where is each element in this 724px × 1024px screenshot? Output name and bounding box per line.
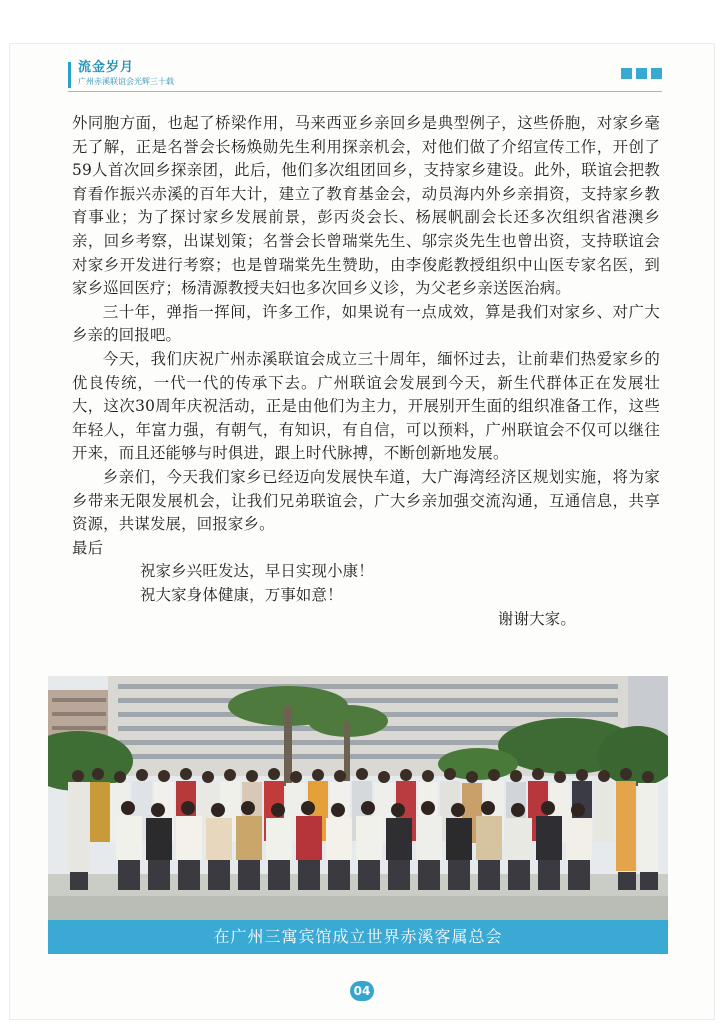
running-header [68, 60, 662, 90]
header-divider [68, 91, 662, 92]
header-accent-bar [68, 62, 71, 88]
group-photo [48, 676, 668, 920]
paragraph-4: 乡亲们，今天我们家乡已经迈向发展快车道，大广海湾经济区规划实施，将为家乡带来无限发展机会，让我们兄弟联谊会，广大乡亲加强交流沟通，互通信息，共享资源，共谋发展，回报家乡。 [72, 467, 660, 534]
group-photo-image [48, 676, 668, 920]
header-squares-icon [621, 68, 662, 79]
photo-caption: 在广州三寓宾馆成立世界赤溪客属总会 [213, 927, 503, 946]
paragraph-3: 今天，我们庆祝广州赤溪联谊会成立三十周年，缅怀过去，让前辈们热爱家乡的优良传统，一代一代的传承下去。广州联谊会发展到今天，新生代群体正在发展壮大，这次30周年庆祝活动，正是由他们为主力，开展别开生面的组织准备工作，这些年轻人，年富力强，有朝气，有知识，有自信，可以预料，广州联谊会不仅可以继往开来，而且还能够与时俱进，跟上时代脉搏，不断创新地发展。 [72, 349, 660, 463]
sign-off: 谢谢大家。 [498, 610, 576, 629]
wish-line-1: 祝家乡兴旺发达，早日实现小康！ [140, 562, 374, 581]
header-title: 流金岁月 [78, 60, 135, 75]
wish-line-2: 祝大家身体健康，万事如意！ [140, 585, 343, 604]
page-number: 04 [350, 981, 374, 1001]
photo-caption-band [48, 920, 668, 954]
article-body [72, 112, 660, 632]
paragraph-2: 三十年，弹指一挥间，许多工作，如果说有一点成效，算是我们对家乡、对广大乡亲的回报吧。 [72, 302, 660, 345]
header-subtitle: 广州赤溪联谊会光辉三十载 [78, 77, 174, 86]
closing-label: 最后 [72, 538, 104, 557]
paragraph-1: 外同胞方面，也起了桥梁作用，马来西亚乡亲回乡是典型例子，这些侨胞，对家乡毫无了解，正是名誉会长杨焕勋先生利用探亲机会，对他们做了介绍宣传工作，开创了59人首次回乡探亲团，此后，他们多次组团回乡，支持家乡建设。此外，联谊会把教育看作振兴赤溪的百年大计，建立了教育基金会，动员海内外乡亲捐资，支持家乡教育事业；为了探讨家乡发展前景，彭丙炎会长、杨展帆副会长还多次组织省港澳乡亲，回乡考察，出谋划策；名誉会长曾瑞棠先生、邬宗炎先生也曾出资，支持联谊会对家乡开发进行考察；也是曾瑞棠先生赞助，由李俊彪教授组织中山医专家名医，到家乡巡回医疗；杨清源教授夫妇也多次回乡义诊，为父老乡亲送医治病。 [72, 114, 660, 298]
